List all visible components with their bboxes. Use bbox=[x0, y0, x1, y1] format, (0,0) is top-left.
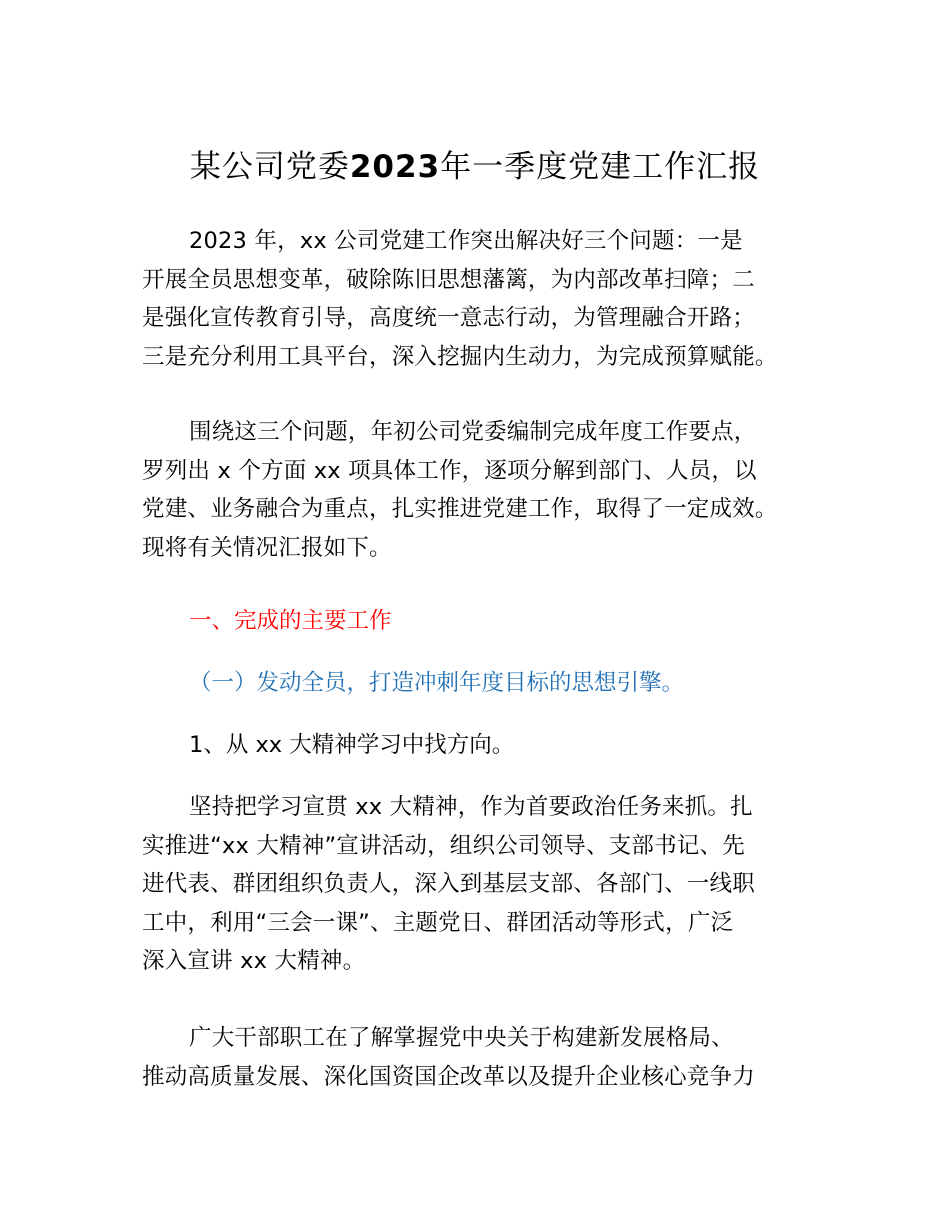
paragraph-line: 现将有关情况汇报如下。 bbox=[142, 534, 392, 561]
paragraph-line: 三是充分利用工具平台，深入挖掘内生动力，为完成预算赋能。 bbox=[142, 343, 778, 370]
paragraph-line: 推动高质量发展、深化国资国企改革以及提升企业核心竞争力 bbox=[142, 1063, 755, 1090]
paragraph-line: 是强化宣传教育引导，高度统一意志行动，为管理融合开路； bbox=[142, 305, 755, 331]
paragraph-cadres bbox=[142, 1019, 822, 1096]
paragraph-context bbox=[142, 413, 822, 567]
paragraph-line: 广大干部职工在了解掌握党中央关于构建新发展格局、 bbox=[189, 1025, 734, 1051]
subsection-heading: （一）发动全员，打造冲刺年度目标的思想引擎。 bbox=[189, 670, 685, 696]
title-prefix: 某公司党委 bbox=[189, 149, 350, 185]
title-year: 2023 bbox=[349, 149, 441, 185]
paragraph-line: 开展全员思想变革，破除陈旧思想藩篱，为内部改革扫障；二 bbox=[142, 266, 755, 293]
paragraph-intro bbox=[142, 222, 822, 376]
paragraph-line: 实推进“xx 大精神”宣讲活动，组织公司领导、支部书记、先 bbox=[142, 832, 745, 859]
paragraph-study bbox=[142, 788, 822, 981]
item-heading: 1、从 xx 大精神学习中找方向。 bbox=[189, 732, 515, 758]
paragraph-line: 罗列出 x 个方面 xx 项具体工作，逐项分解到部门、人员，以 bbox=[142, 457, 757, 484]
paragraph-line: 围绕这三个问题，年初公司党委编制完成年度工作要点， bbox=[189, 419, 757, 445]
paragraph-line: 深入宣讲 xx 大精神。 bbox=[142, 948, 366, 974]
paragraph-line: 2023 年，xx 公司党建工作突出解决好三个问题：一是 bbox=[189, 228, 743, 254]
page-title bbox=[0, 143, 950, 191]
paragraph-line: 坚持把学习宣贯 xx 大精神，作为首要政治任务来抓。扎 bbox=[189, 794, 753, 820]
paragraph-line: 工中，利用“三会一课”、主题党日、群团活动等形式，广泛 bbox=[142, 909, 734, 936]
paragraph-line: 党建、业务融合为重点，扎实推进党建工作，取得了一定成效。 bbox=[142, 496, 778, 522]
section-heading: 一、完成的主要工作 bbox=[189, 608, 392, 634]
paragraph-line: 进代表、群团组织负责人，深入到基层支部、各部门、一线职 bbox=[142, 871, 755, 897]
title-suffix: 年一季度党建工作汇报 bbox=[440, 149, 761, 185]
